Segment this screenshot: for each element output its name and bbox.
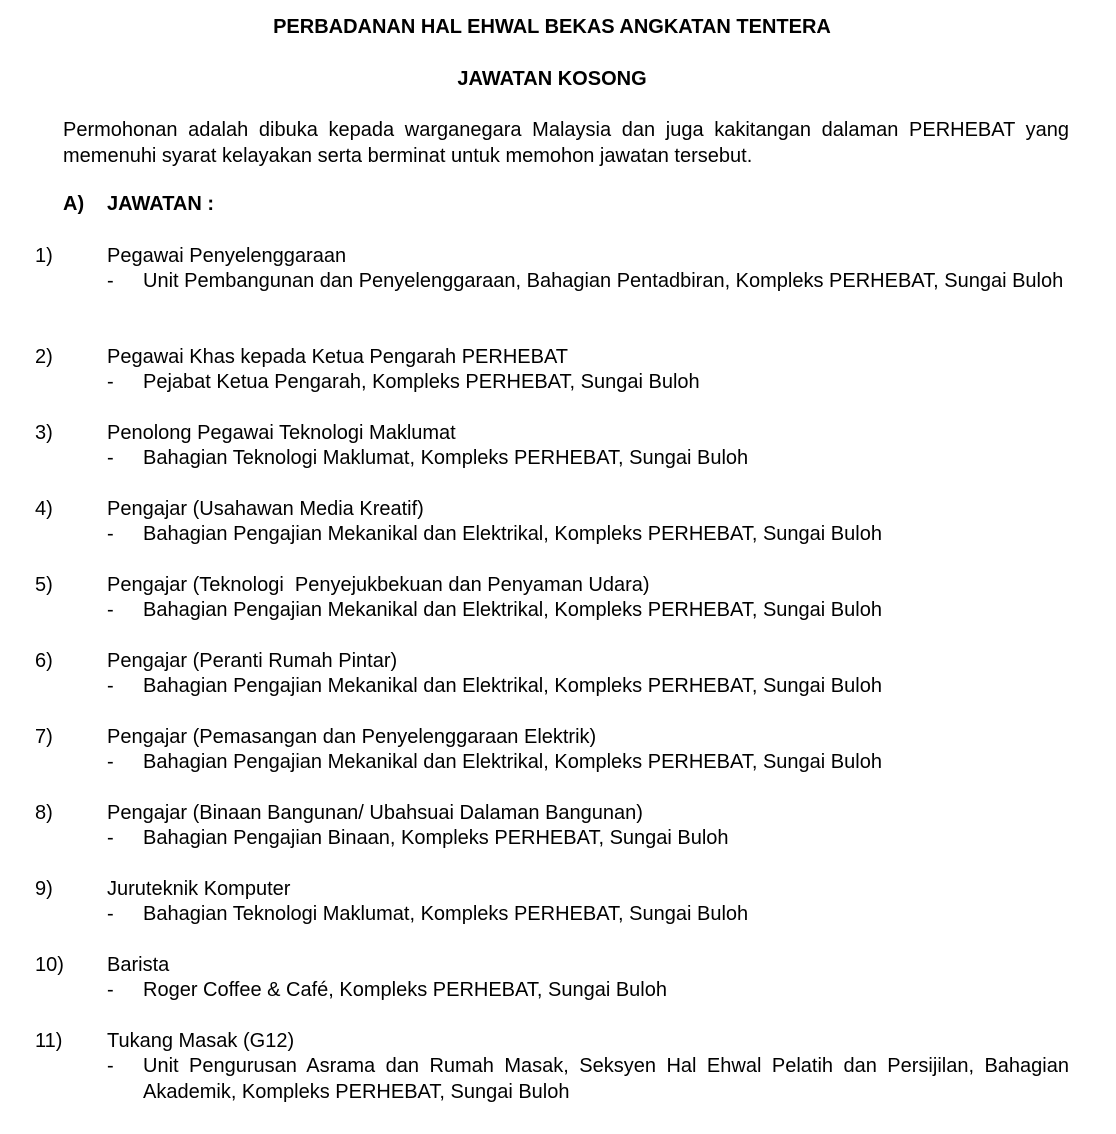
- position-number: 1): [35, 245, 53, 267]
- position-location: [107, 902, 1069, 927]
- position-title: Pegawai Penyelenggaraan: [107, 245, 347, 267]
- position-number: 7): [35, 726, 53, 748]
- location-text: Bahagian Pengajian Mekanikal dan Elektrikal, Kompleks PERHEBAT, Sungai Buloh: [143, 675, 882, 698]
- position-number: 11): [35, 1030, 63, 1052]
- position-location: [107, 446, 1069, 471]
- position-location: [107, 269, 1069, 294]
- position-title: Pengajar (Pemasangan dan Penyelenggaraan Elektrik): [107, 726, 597, 748]
- position-title: Pengajar (Usahawan Media Kreatif): [107, 498, 424, 520]
- location-text: Unit Pembangunan dan Penyelenggaraan, Bahagian Pentadbiran, Kompleks PERHEBAT, Sungai Buloh: [143, 270, 1064, 293]
- position-number: 4): [35, 498, 53, 520]
- position-location: [107, 370, 1069, 395]
- position-location: [107, 522, 1069, 547]
- position-number: 6): [35, 650, 53, 672]
- location-text: Bahagian Pengajian Binaan, Kompleks PERHEBAT, Sungai Buloh: [143, 827, 729, 850]
- intro-paragraph: Permohonan adalah dibuka kepada warganegara Malaysia dan juga kakitangan dalaman PERHEBAT yang memenuhi syarat kelayakan serta berminat untuk memohon jawatan tersebut.: [63, 119, 1069, 167]
- location-text: Bahagian Pengajian Mekanikal dan Elektrikal, Kompleks PERHEBAT, Sungai Buloh: [143, 751, 882, 774]
- position-title: Juruteknik Komputer: [107, 878, 291, 900]
- page-heading: JAWATAN KOSONG: [457, 68, 647, 90]
- position-title: Barista: [107, 954, 170, 976]
- position-number: 3): [35, 422, 53, 444]
- position-location: [107, 750, 1069, 775]
- bullet-dash: -: [107, 270, 114, 293]
- location-text: Bahagian Teknologi Maklumat, Kompleks PERHEBAT, Sungai Buloh: [143, 903, 749, 926]
- location-text: Bahagian Teknologi Maklumat, Kompleks PERHEBAT, Sungai Buloh: [143, 447, 749, 470]
- organization-title: PERBADANAN HAL EHWAL BEKAS ANGKATAN TENTERA: [273, 16, 831, 38]
- section-heading: [63, 193, 214, 216]
- bullet-dash: -: [107, 675, 114, 698]
- location-text: Unit Pengurusan Asrama dan Rumah Masak, Seksyen Hal Ehwal Pelatih dan Persijilan, Bahagian Akademik, Kompleks PERHEBAT, Sungai Buloh: [143, 1055, 1069, 1103]
- position-number: 2): [35, 346, 53, 368]
- position-number: 8): [35, 802, 53, 824]
- location-text: Bahagian Pengajian Mekanikal dan Elektrikal, Kompleks PERHEBAT, Sungai Buloh: [143, 599, 882, 622]
- location-text: Bahagian Pengajian Mekanikal dan Elektrikal, Kompleks PERHEBAT, Sungai Buloh: [143, 523, 882, 546]
- position-title: Pengajar (Binaan Bangunan/ Ubahsuai Dalaman Bangunan): [107, 802, 643, 824]
- position-number: 9): [35, 878, 53, 900]
- bullet-dash: -: [107, 751, 114, 774]
- bullet-dash: -: [107, 523, 114, 546]
- position-number: 10): [35, 954, 64, 976]
- bullet-dash: -: [107, 979, 114, 1002]
- bullet-dash: -: [107, 447, 114, 470]
- bullet-dash: -: [107, 599, 114, 622]
- bullet-dash: -: [107, 827, 114, 850]
- position-title: Penolong Pegawai Teknologi Maklumat: [107, 422, 456, 444]
- position-location: [107, 826, 1069, 851]
- bullet-dash: -: [107, 371, 114, 394]
- position-number: 5): [35, 574, 53, 596]
- location-text: Pejabat Ketua Pengarah, Kompleks PERHEBAT, Sungai Buloh: [143, 371, 700, 394]
- section-label: A): [63, 193, 85, 215]
- position-location: [107, 674, 1069, 699]
- position-title: Pengajar (Peranti Rumah Pintar): [107, 650, 398, 672]
- location-text: Roger Coffee & Café, Kompleks PERHEBAT, Sungai Buloh: [143, 979, 667, 1002]
- bullet-dash: -: [107, 903, 114, 926]
- position-title: Pengajar (Teknologi Penyejukbekuan dan Penyaman Udara): [107, 574, 650, 596]
- position-title: Tukang Masak (G12): [107, 1030, 295, 1052]
- bullet-dash: -: [107, 1055, 114, 1078]
- section-title: JAWATAN :: [107, 193, 215, 215]
- position-title: Pegawai Khas kepada Ketua Pengarah PERHEBAT: [107, 346, 569, 368]
- position-location: [107, 1054, 1069, 1105]
- position-location: [107, 978, 1069, 1003]
- position-location: [107, 598, 1069, 623]
